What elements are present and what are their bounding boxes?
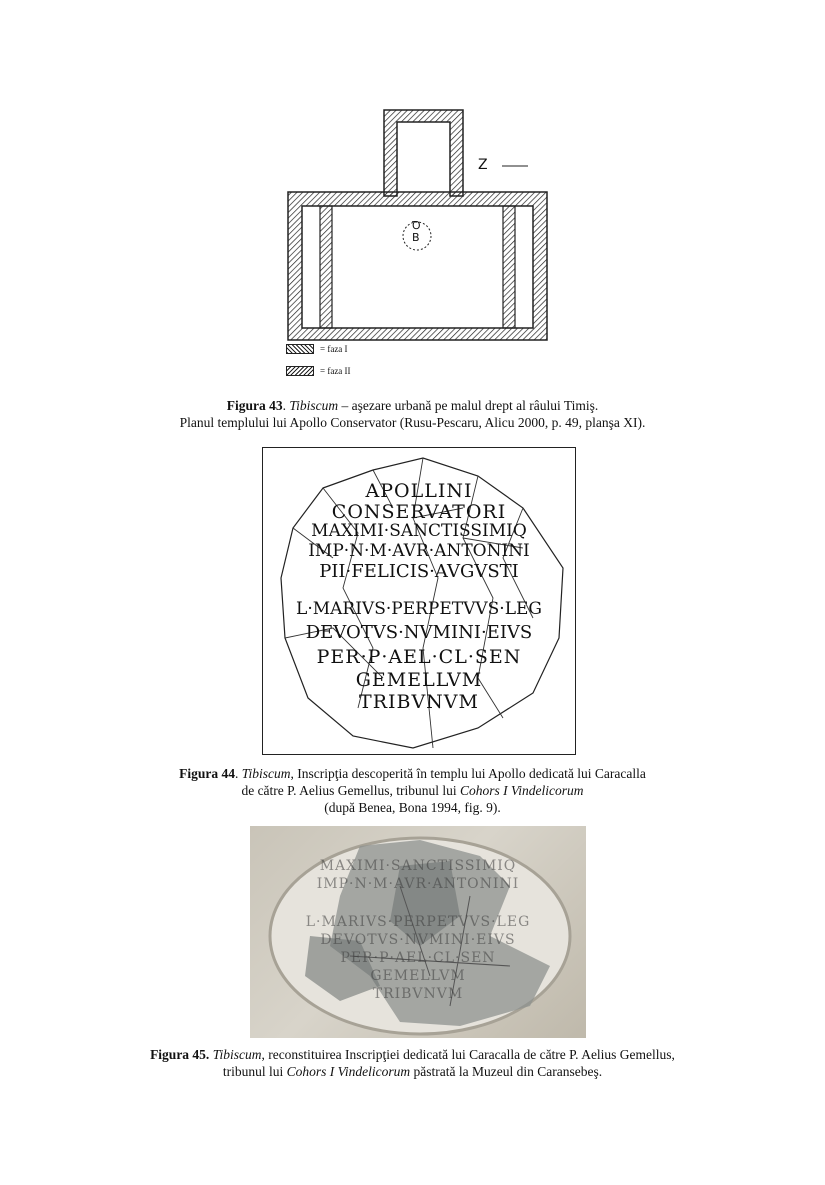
caption-place: Tibiscum [289, 398, 339, 413]
inscription-line: TRIBVNVM [359, 691, 479, 713]
photo-inscription-line: GEMELLVM [370, 968, 466, 984]
caption-text: – aşezare urbană pe malul drept al râului Timiş. [338, 398, 599, 413]
caption-place: Tibiscum [241, 766, 291, 781]
legend-label: = faza II [320, 366, 351, 376]
caption-source: (după Benea, Bona 1994, fig. 9). [324, 800, 501, 815]
photo-inscription-line: TRIBVNVM [372, 986, 464, 1002]
legend-label: = faza I [320, 344, 348, 354]
figure-44-caption: Figura 44. Tibiscum, Inscripţia descoperită în templu lui Apollo dedicată lui Caracalla de către P. Aelius Gemellus, tribunul lui Cohors I Vindelicorum (după Benea, Bona 1994, fig. 9). [0, 765, 825, 816]
altar-mark-bottom: B [412, 231, 420, 244]
legend-phase-1 [286, 344, 348, 354]
photo-inscription-line: IMP·N·M·AVR·ANTONINI [316, 876, 520, 892]
caption-label: Figura 44 [179, 766, 235, 781]
figure-45-caption [0, 1046, 825, 1080]
caption-text: de către P. Aelius Gemellus, tribunul lui [241, 783, 461, 798]
hatch-diagonal-swatch [286, 344, 314, 354]
inscription-line: CONSERVATORI [331, 501, 507, 523]
inscription-line: GEMELLVM [355, 669, 483, 691]
caption-text: , Inscripţia descoperită în templu lui Apollo dedicată lui Caracalla [290, 766, 646, 781]
inscription-line: DEVOTVS·NVMINI·EIVS [305, 622, 533, 643]
caption-label: Figura 45. [150, 1047, 210, 1062]
inscription-line: MAXIMI·SANCTISSIMIQ [311, 521, 527, 541]
inscription-line: PER·P·AEL·CL·SEN [316, 646, 522, 668]
altar-mark-top: Ꝺ [412, 219, 421, 232]
inscription-line: PII·FELICIS·AVGVSTI [319, 561, 519, 582]
photo-inscription-line: L·MARIVS·PERPETVVS·LEG [305, 914, 531, 930]
inscription-line: IMP·N·M·AVR·ANTONINI [308, 541, 530, 561]
caption-text: , reconstituirea Inscripţiei dedicată lui Caracalla de către P. Aelius Gemellus, [261, 1047, 675, 1062]
caption-text: tribunul lui [222, 1064, 287, 1079]
caption-unit: Cohors I Vindelicorum [460, 783, 584, 798]
caption-label: Figura 43 [226, 398, 283, 413]
caption-text: păstrată la Muzeul din Caransebeş. [410, 1064, 603, 1079]
figure-43-caption: Figura 43. Tibiscum – aşezare urbană pe malul drept al râului Timiş. Planul templului lui Apollo Conservator (Rusu-Pescaru, Alicu 2000, p. 49, planşa XI). [0, 397, 825, 431]
photo-inscription-line: MAXIMI·SANCTISSIMIQ [319, 858, 517, 874]
caption-line-2: Planul templului lui Apollo Conservator (Rusu-Pescaru, Alicu 2000, p. 49, planşa XI). [179, 415, 646, 430]
legend-phase-2 [286, 366, 351, 376]
north-mark: Z [478, 157, 488, 173]
inscription-line: L·MARIVS·PERPETVVS·LEG [296, 599, 542, 619]
inscription-line: APOLLINI [365, 480, 473, 502]
caption-place: Tibiscum [212, 1047, 262, 1062]
photo-inscription-line: DEVOTVS·NVMINI·EIVS [320, 932, 516, 948]
photo-inscription-line: PER·P·AEL·CL·SEN [340, 950, 496, 966]
hatch-cross-swatch [286, 366, 314, 376]
caption-unit: Cohors I Vindelicorum [286, 1064, 411, 1079]
